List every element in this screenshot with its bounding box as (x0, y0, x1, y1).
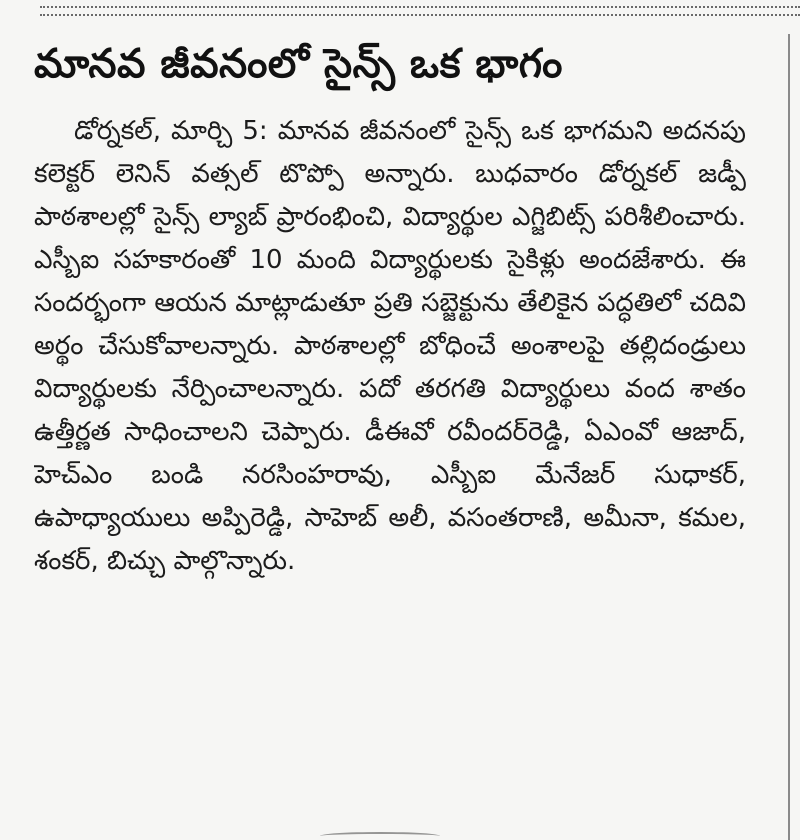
article-dateline: డోర్నకల్, మార్చి 5: (74, 116, 268, 146)
article-body (34, 110, 746, 583)
article-headline: మానవ జీవనంలో సైన్స్ ఒక భాగం (34, 41, 563, 87)
article-body-text: మానవ జీవనంలో సైన్స్ ఒక భాగమని అదనపు కలెక్టర్ లెనిన్ వత్సల్ టొప్పో అన్నారు. బుధవారం డోర్నకల్ జడ్పీ పాఠశాలల్లో సైన్స్ ల్యాబ్ ప్రారంభించి, విద్యార్థుల ఎగ్జిబిట్స్ పరిశీలించారు. ఎస్బీఐ సహకారంతో 10 మంది విద్యార్థులకు సైకిళ్లు అందజేశారు. ఈ సందర్భంగా ఆయన మాట్లాడుతూ ప్రతి సబ్జెక్టును తేలికైన పద్ధతిలో చదివి అర్థం చేసుకోవాలన్నారు. పాఠశాలల్లో బోధించే అంశాలపై తల్లిదండ్రులు విద్యార్థులకు నేర్పించాలన్నారు. పదో తరగతి విద్యార్థులు వంద శాతం ఉత్తీర్ణత సాధించాలని చెప్పారు. డీఈవో రవీందర్‌రెడ్డి, ఏఎంవో ఆజాద్, హెచ్ఎం బండి నరసింహరావు, ఎస్బీఐ మేనేజర్ సుధాకర్, ఉపాధ్యాయులు అప్పిరెడ్డి, సాహెబ్ అలీ, వసంతరాణి, అమీనా, కమల, శంకర్, బిచ్చు పాల్గొన్నారు. (34, 116, 746, 576)
next-article-fragment (320, 832, 440, 840)
top-border-rule (40, 6, 800, 16)
news-article (34, 36, 746, 583)
column-divider (788, 34, 790, 840)
